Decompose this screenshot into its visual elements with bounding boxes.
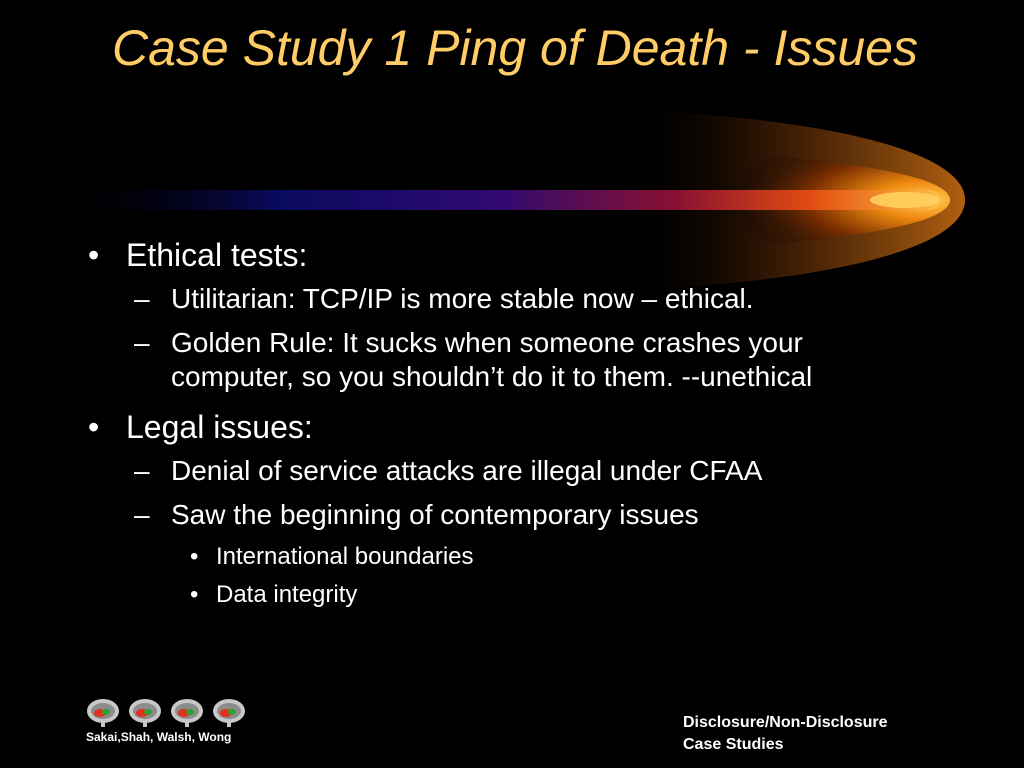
brain-icon xyxy=(86,698,120,728)
bullet-marker: • xyxy=(88,237,100,273)
subbullet-text: Golden Rule: It sucks when someone crashes your computer, so you shouldn’t do it to them. --unethical xyxy=(171,327,813,392)
slide-title: Case Study 1 Ping of Death - Issues xyxy=(112,20,918,76)
brain-logos xyxy=(86,698,246,728)
comet-tail xyxy=(60,190,940,210)
dash-marker: – xyxy=(134,283,150,314)
bullet-marker: • xyxy=(190,581,199,608)
subsubbullet-international xyxy=(190,542,928,572)
subbullet-golden-rule xyxy=(134,326,928,394)
dash-marker: – xyxy=(134,499,150,530)
brain-icon xyxy=(170,698,204,728)
subsubbullet-data-integrity xyxy=(190,580,928,610)
bullet-ethical-tests xyxy=(88,236,928,274)
subbullet-text: Utilitarian: TCP/IP is more stable now – ethical. xyxy=(171,283,754,314)
bullet-marker: • xyxy=(190,543,199,570)
subbullet-text: Denial of service attacks are illegal under CFAA xyxy=(171,455,763,486)
brain-icon xyxy=(128,698,162,728)
subbullet-contemporary-issues xyxy=(134,498,928,532)
footer-course xyxy=(683,712,888,756)
bullet-list xyxy=(88,236,928,618)
subbullet-denial-of-service xyxy=(134,454,928,488)
footer-course-line1: Disclosure/Non-Disclosure xyxy=(683,714,888,731)
dash-marker: – xyxy=(134,327,150,358)
comet-highlight xyxy=(870,192,940,208)
footer-course-line2: Case Studies xyxy=(683,736,784,753)
subbullet-text: Saw the beginning of contemporary issues xyxy=(171,499,699,530)
bullet-marker: • xyxy=(88,409,100,445)
bullet-text: Ethical tests: xyxy=(126,237,308,273)
brain-icon xyxy=(212,698,246,728)
dash-marker: – xyxy=(134,455,150,486)
bullet-legal-issues xyxy=(88,408,928,446)
footer-authors: Sakai,Shah, Walsh, Wong xyxy=(86,730,232,744)
bullet-text: Legal issues: xyxy=(126,409,313,445)
subsubbullet-text: International boundaries xyxy=(216,543,474,570)
subbullet-utilitarian xyxy=(134,282,928,316)
subsubbullet-text: Data integrity xyxy=(216,581,358,608)
footer-authors-block xyxy=(86,698,246,744)
